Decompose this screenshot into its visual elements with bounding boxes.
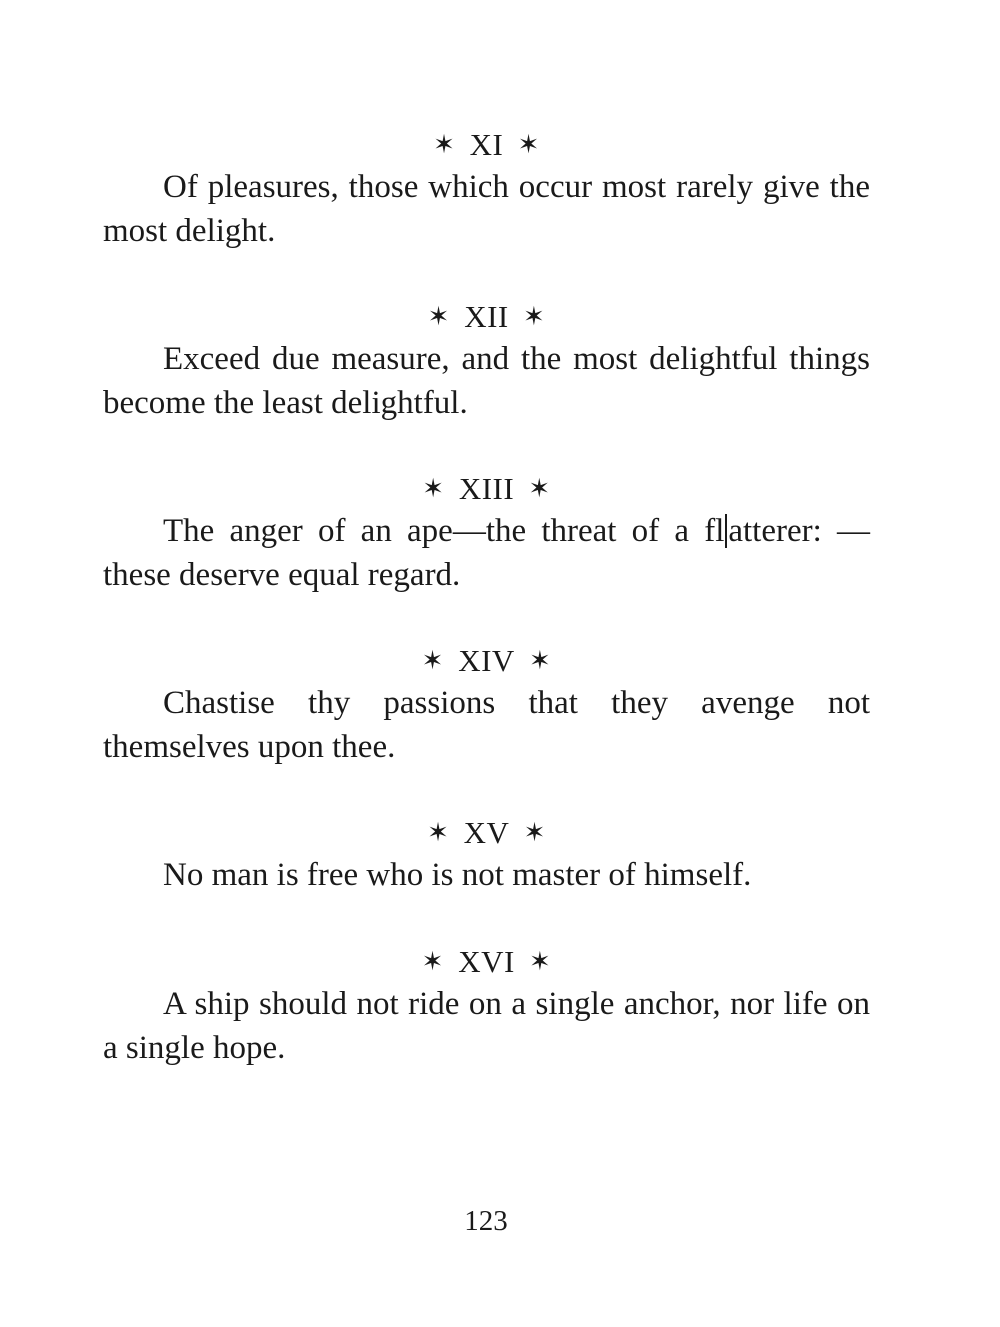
- maxim-heading: [103, 469, 870, 509]
- star-ornament-icon: ✶: [422, 474, 445, 503]
- maxim-xv: [103, 813, 870, 897]
- star-ornament-icon: ✶: [427, 302, 450, 331]
- roman-numeral: XI: [469, 127, 504, 162]
- star-ornament-icon: ✶: [433, 130, 456, 159]
- maxim-text[interactable]: No man is free who is not master of himself.: [163, 857, 752, 893]
- star-ornament-icon: ✶: [529, 646, 552, 675]
- roman-numeral: XII: [464, 299, 509, 334]
- maxim-heading: [103, 942, 870, 982]
- star-ornament-icon: ✶: [529, 947, 552, 976]
- maxim-xi: [103, 125, 870, 253]
- star-ornament-icon: ✶: [528, 474, 551, 503]
- roman-numeral: XIV: [458, 643, 515, 678]
- star-ornament-icon: ✶: [421, 646, 444, 675]
- maxim-heading: [103, 297, 870, 337]
- maxim-heading: [103, 125, 870, 165]
- star-ornament-icon: ✶: [523, 302, 546, 331]
- maxim-text-before-cursor: The anger of an ape—the threat of a fl: [163, 513, 725, 549]
- roman-numeral: XV: [463, 815, 510, 850]
- roman-numeral: XIII: [458, 471, 515, 506]
- maxim-xvi: [103, 942, 870, 1070]
- star-ornament-icon: ✶: [421, 947, 444, 976]
- maxim-text[interactable]: Chastise thy passions that they avenge not themselves upon thee.: [103, 685, 870, 765]
- star-ornament-icon: ✶: [523, 818, 546, 847]
- maxim-xii: [103, 297, 870, 425]
- maxim-text[interactable]: Of pleasures, those which occur most rarely give the most delight.: [103, 169, 870, 249]
- star-ornament-icon: ✶: [517, 130, 540, 159]
- page-number: 123: [464, 1205, 508, 1237]
- maxim-xiv: [103, 641, 870, 769]
- maxim-xiii: [103, 469, 870, 597]
- star-ornament-icon: ✶: [427, 818, 450, 847]
- maxim-heading: [103, 813, 870, 853]
- roman-numeral: XVI: [458, 944, 515, 979]
- maxim-text[interactable]: A ship should not ride on a single anchor, nor life on a single hope.: [103, 986, 870, 1066]
- maxim-text-after-cursor: atterer: —these deserve equal regard.: [103, 513, 870, 593]
- maxim-text[interactable]: Exceed due measure, and the most delightful things become the least delightful.: [103, 341, 870, 421]
- maxim-heading: [103, 641, 870, 681]
- maxim-text[interactable]: [103, 509, 870, 597]
